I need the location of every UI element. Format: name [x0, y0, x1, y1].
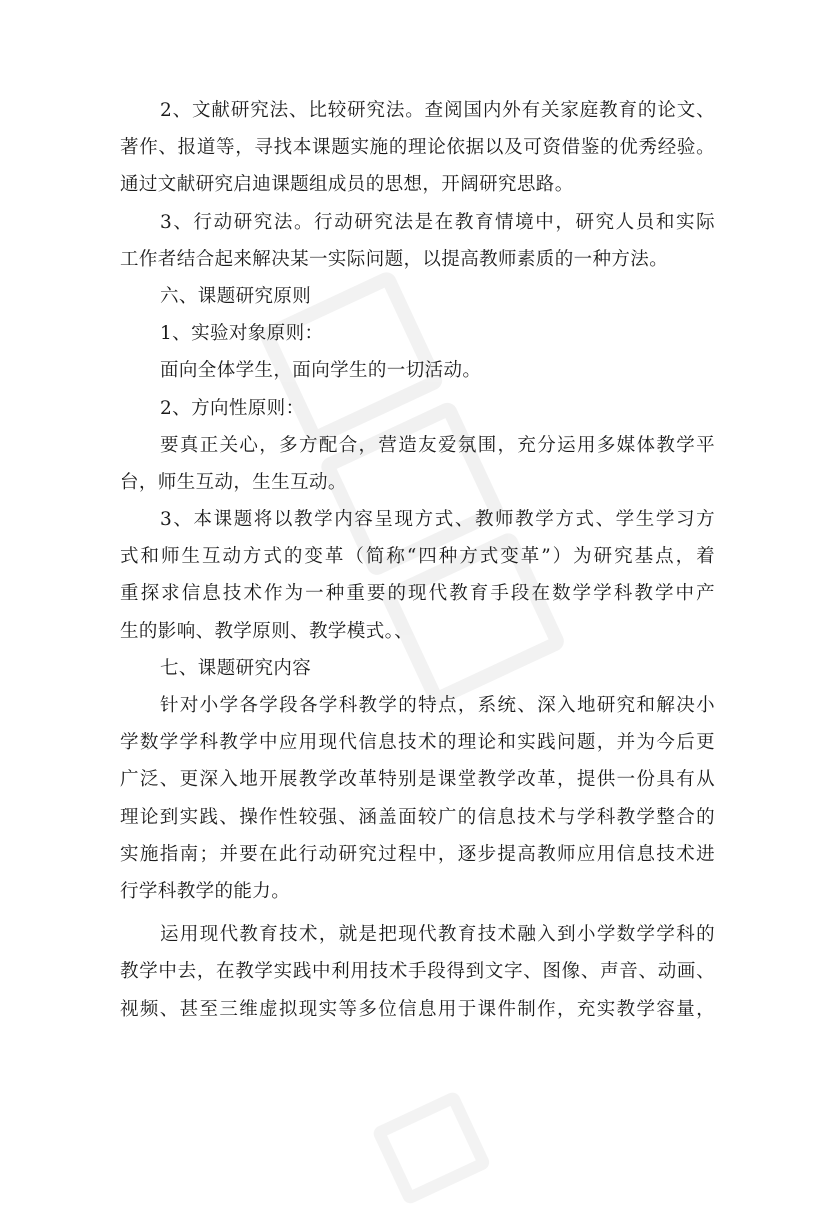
principle-heading: 1、实验对象原则： — [160, 323, 324, 345]
paragraph-line: 学数学学科教学中应用现代信息技术的理论和实践问题，并为今后更 — [120, 732, 715, 754]
paragraph-line: 3、本课题将以教学内容呈现方式、教师教学方式、学生学习方 — [160, 509, 715, 531]
principle-heading: 2、方向性原则： — [160, 397, 305, 419]
paragraph-line: 要真正关心，多方配合，营造友爱氛围，充分运用多媒体教学平 — [160, 434, 715, 456]
paragraph-line: 2、文献研究法、比较研究法。查阅国内外有关家庭教育的论文、 — [160, 100, 715, 121]
paragraph-line: 工作者结合起来解决某一实际问题，以提高教师素质的一种方法。 — [120, 248, 669, 270]
paragraph-line: 生的影响、教学原则、教学模式。、 — [120, 620, 414, 642]
paragraph-line: 实施指南；并要在此行动研究过程中，逐步提高教师应用信息技术进 — [120, 843, 715, 865]
paragraph-line: 著作、报道等，寻找本课题实施的理论依据以及可资借鉴的优秀经验。 — [120, 137, 715, 159]
paragraph-line: 理论到实践、操作性较强、涵盖面较广的信息技术与学科教学整合的 — [120, 806, 715, 828]
paragraph-line: 3、行动研究法。行动研究法是在教育情境中，研究人员和实际 — [160, 211, 715, 233]
section-heading: 六、课题研究原则 — [160, 285, 312, 307]
paragraph-line: 针对小学各学段各学科教学的特点，系统、深入地研究和解决小 — [160, 695, 715, 716]
paragraph-line: 运用现代教育技术，就是把现代教育技术融入到小学数学学科的 — [160, 924, 715, 946]
section-heading: 七、课题研究内容 — [160, 657, 312, 679]
document-body — [120, 92, 715, 1028]
paragraph-line: 面向全体学生，面向学生的一切活动。 — [160, 360, 482, 382]
paragraph-line: 视频、甚至三维虚拟现实等多位信息用于课件制作，充实教学容量， — [120, 998, 715, 1020]
paragraph-line: 通过文献研究启迪课题组成员的思想，开阔研究思路。 — [120, 174, 574, 196]
paragraph-line: 教学中去，在教学实践中利用技术手段得到文字、图像、声音、动画、 — [120, 961, 715, 983]
paragraph-line: 行学科教学的能力。 — [120, 880, 291, 902]
paragraph-line: 重探求信息技术作为一种重要的现代教育手段在数学学科教学中产 — [120, 583, 715, 605]
watermark-logo-partial — [371, 1096, 469, 1184]
paragraph-line: 式和师生互动方式的变革（简称“四种方式变革”）为研究基点，着 — [120, 546, 715, 568]
paragraph-line: 台，师生互动，生生互动。 — [120, 471, 347, 493]
paragraph-line: 广泛、更深入地开展教学改革特别是课堂教学改革，提供一份具有从 — [120, 769, 715, 791]
